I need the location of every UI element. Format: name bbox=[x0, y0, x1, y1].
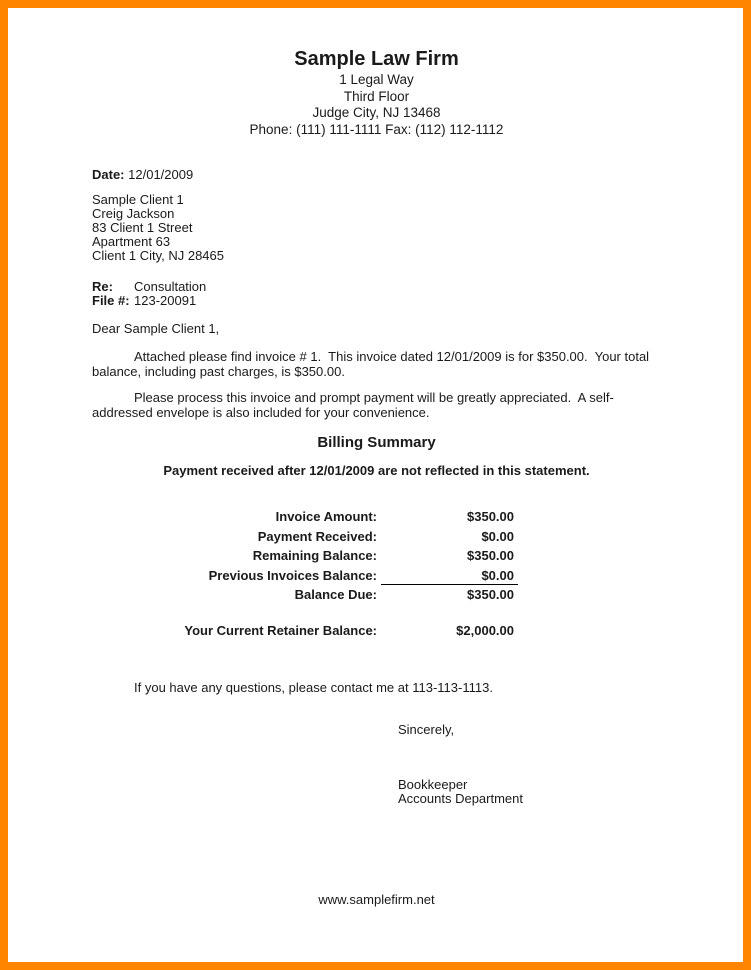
recipient-street: 83 Client 1 Street bbox=[92, 220, 193, 235]
signature-name: Bookkeeper bbox=[398, 777, 468, 793]
firm-address-line-1: 1 Legal Way bbox=[339, 72, 414, 87]
billing-row-value: $350.00 bbox=[467, 586, 514, 602]
body-paragraph-2: Please process this invoice and prompt payment will be greatly appreciated. A self-addressed envelope is also included for your convenience. bbox=[92, 390, 614, 420]
re-label: Re: bbox=[92, 279, 113, 294]
re-line bbox=[92, 280, 661, 294]
billing-row-label: Previous Invoices Balance: bbox=[208, 567, 377, 583]
billing-row-value: $350.00 bbox=[467, 548, 514, 564]
billing-summary-table bbox=[92, 510, 661, 638]
firm-address-line-2: Third Floor bbox=[343, 88, 410, 104]
firm-phone-fax-line: Phone: (111) 111-1111 Fax: (112) 112-1112 bbox=[249, 121, 504, 137]
file-number-label: File #: bbox=[92, 293, 130, 308]
letterhead bbox=[92, 48, 661, 138]
billing-row-value: $350.00 bbox=[467, 509, 514, 525]
retainer-balance-label: Your Current Retainer Balance: bbox=[184, 623, 377, 639]
salutation: Dear Sample Client 1, bbox=[92, 321, 220, 336]
billing-row-balance-due bbox=[92, 588, 661, 607]
body-paragraph-1: Attached please find invoice # 1. This invoice dated 12/01/2009 is for $350.00. Your total balance, including past charges, is $350.00. bbox=[92, 349, 653, 379]
recipient-name: Sample Client 1 bbox=[92, 192, 184, 207]
billing-row-value: $0.00 bbox=[481, 528, 514, 544]
recipient-city-state-zip: Client 1 City, NJ 28465 bbox=[92, 248, 224, 263]
recipient-apartment: Apartment 63 bbox=[92, 234, 171, 249]
file-number-value: 123-20091 bbox=[134, 293, 197, 308]
billing-row-label: Invoice Amount: bbox=[275, 509, 377, 525]
re-value: Consultation bbox=[134, 279, 207, 294]
billing-summary-title: Billing Summary bbox=[317, 434, 436, 452]
date-value: 12/01/2009 bbox=[128, 167, 194, 182]
recipient-contact: Creig Jackson bbox=[92, 206, 175, 221]
billing-row-value: $0.00 bbox=[381, 569, 518, 585]
date-label: Date: bbox=[92, 167, 125, 182]
recipient-address-block bbox=[92, 193, 661, 263]
signature-block bbox=[398, 778, 661, 806]
billing-row-payment-received bbox=[92, 530, 661, 549]
signoff: Sincerely, bbox=[398, 722, 455, 738]
contact-line: If you have any questions, please contact me at 113-113-1113. bbox=[134, 680, 493, 696]
signature-department: Accounts Department bbox=[398, 791, 524, 807]
firm-name: Sample Law Firm bbox=[294, 48, 459, 70]
file-number-line bbox=[92, 294, 661, 308]
reference-block bbox=[92, 280, 661, 308]
retainer-balance-value: $2,000.00 bbox=[456, 623, 514, 639]
billing-row-remaining-balance bbox=[92, 549, 661, 568]
billing-row-previous-invoices-balance bbox=[92, 569, 661, 588]
billing-row-label: Remaining Balance: bbox=[252, 548, 377, 564]
billing-row-label: Balance Due: bbox=[294, 586, 377, 602]
billing-row-label: Payment Received: bbox=[257, 528, 377, 544]
firm-address-line-3: Judge City, NJ 13468 bbox=[312, 105, 441, 120]
billing-summary-note: Payment received after 12/01/2009 are not reflected in this statement. bbox=[163, 463, 590, 479]
billing-row-invoice-amount bbox=[92, 510, 661, 529]
retainer-balance-row bbox=[92, 624, 661, 638]
date-line bbox=[92, 168, 661, 182]
website-footer: www.samplefirm.net bbox=[318, 892, 435, 908]
